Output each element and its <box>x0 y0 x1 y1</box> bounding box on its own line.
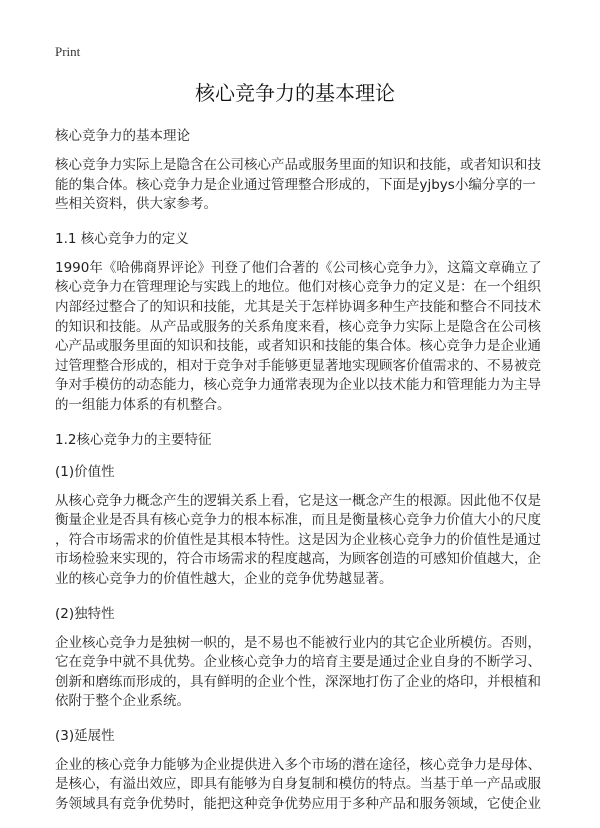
document-page <box>55 44 542 827</box>
paragraph-line: 业的核心竞争力的价值性越大，企业的竞争优势越显著。 <box>55 570 393 587</box>
document-title: 核心竞争力的基本理论 <box>195 81 395 105</box>
paragraph <box>55 492 541 590</box>
paragraph-line: 的知识和技能。从产品或服务的关系角度来看，核心竞争力实际上是隐含在公司核 <box>55 318 541 335</box>
paragraph-line: 核心竞争力实际上是隐含在公司核心产品或服务里面的知识和技能，或者知识和技 <box>55 157 541 173</box>
paragraph-line: 能的集合体。核心竞争力是企业通过管理整合形成的，下面是yjbys小编分享的一 <box>55 176 536 193</box>
paragraph-line: 企业的核心竞争力能够为企业提供进入多个市场的潜在途径，核心竞争力是母体、 <box>55 756 541 773</box>
paragraph-line: 核心竞争力在管理理论与实践上的地位。他们对核心竞争力的定义是：在一个组织 <box>55 279 541 296</box>
paragraph <box>55 756 541 815</box>
paragraph-line: 务领域具有竞争优势时，能把这种竞争优势应用于多种产品和服务领域，它使企业 <box>55 796 541 813</box>
paragraph-line: 企业核心竞争力是独树一帜的，是不易也不能被行业内的其它企业所模仿。否则， <box>55 634 541 651</box>
paragraph-line: 从核心竞争力概念产生的逻辑关系上看，它是这一概念产生的根源。因此他不仅是 <box>55 492 541 509</box>
paragraph-line: 心产品或服务里面的知识和技能，或者知识和技能的集合体。核心竞争力是企业通 <box>55 338 541 355</box>
paragraph-line: 的一组能力体系的有机整合。 <box>55 396 231 413</box>
paragraph-line: 依附于整个企业系统。 <box>55 693 190 710</box>
paragraph <box>55 156 541 215</box>
paragraph-line: 1990年《哈佛商界评论》刊登了他们合著的《公司核心竞争力》，这篇文章确立了 <box>55 259 542 276</box>
section-heading: (3)延展性 <box>55 727 115 744</box>
paragraph-line: 创新和磨练而形成的，具有鲜明的企业个性，深深地打伤了企业的烙印，并根植和 <box>55 673 541 690</box>
paragraph-line: 衡量企业是否具有核心竞争力的根本标准，而且是衡量核心竞争力价值大小的尺度 <box>55 512 541 529</box>
section-heading: (1)价值性 <box>55 463 115 480</box>
document-subtitle: 核心竞争力的基本理论 <box>55 128 190 144</box>
document-body <box>55 156 542 815</box>
section-heading: (2)独特性 <box>55 605 115 622</box>
paragraph-line: 它在竞争中就不具优势。企业核心竞争力的培育主要是通过企业自身的不断学习、 <box>55 654 541 671</box>
paragraph <box>55 634 541 712</box>
section-heading: 1.1 核心竞争力的定义 <box>55 230 189 247</box>
paragraph-line: 过管理整合形成的，相对于竞争对手能够更显著地实现顾客价值需求的、不易被竞 <box>55 357 541 374</box>
paragraph-line: ，符合市场需求的价值性是其根本特性。这是因为企业核心竞争力的价值性是通过 <box>55 531 541 548</box>
paragraph-line: 些相关资料，供大家参考。 <box>55 196 217 213</box>
paragraph-line: 争对手模仿的动态能力，核心竞争力通常表现为企业以技术能力和管理能力为主导 <box>55 377 541 394</box>
paragraph-line: 市场检验来实现的，符合市场需求的程度越高，为顾客创造的可感知价值越大，企 <box>55 551 541 568</box>
section-heading: 1.2核心竞争力的主要特征 <box>55 431 212 448</box>
print-label: Print <box>55 44 81 59</box>
paragraph <box>55 259 542 416</box>
paragraph-line: 内部经过整合了的知识和技能，尤其是关于怎样协调多种生产技能和整合不同技术 <box>55 298 541 315</box>
paragraph-line: 是核心，有溢出效应，即具有能够为自身复制和模仿的特点。当基于单一产品或服 <box>55 776 541 793</box>
